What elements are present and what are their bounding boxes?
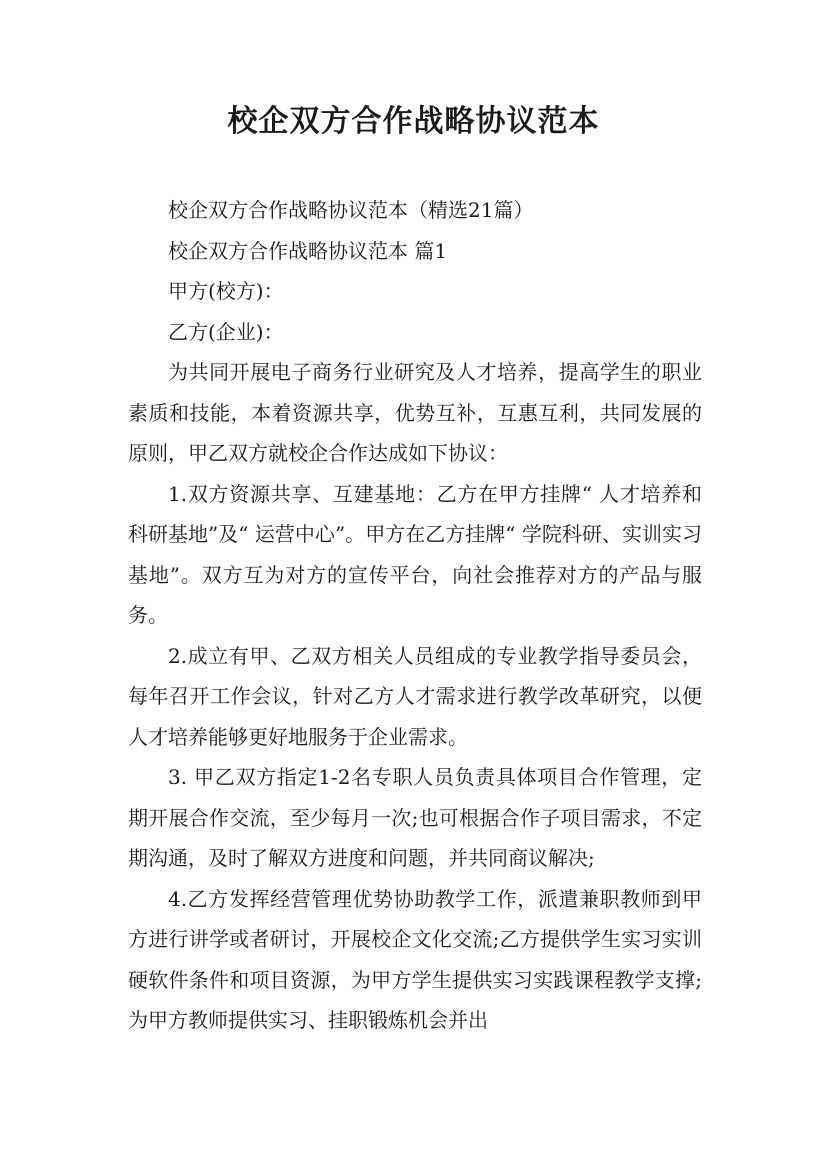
paragraph-preamble: 为共同开展电子商务行业研究及人才培养，提高学生的职业素质和技能，本着资源共享，优势互补，互惠互利，共同发展的原则，甲乙双方就校企合作达成如下协议： bbox=[128, 360, 702, 465]
paragraph-clause-4: 4.乙方发挥经营管理优势协助教学工作，派遣兼职教师到甲方进行讲学或者研讨，开展校企文化交流;乙方提供学生实习实训硬软件条件和项目资源，为甲方学生提供实习实践课程教学支撑;为甲方教师提供实习、挂职锻炼机会并出 bbox=[128, 886, 702, 1032]
document-body bbox=[128, 190, 702, 1041]
paragraph-clause-3: 3. 甲乙双方指定1-2名专职人员负责具体项目合作管理，定期开展合作交流，至少每月一次;也可根据合作子项目需求，不定期沟通，及时了解双方进度和问题，并共同商议解决; bbox=[128, 765, 702, 870]
paragraph-clause-1: 1.双方资源共享、互建基地：乙方在甲方挂牌“ 人才培养和科研基地”及“ 运营中心”。甲方在乙方挂牌“ 学院科研、实训实习基地”。双方互为对方的宣传平台，向社会推荐对方的产品与服务。 bbox=[128, 481, 702, 627]
document-title: 校企双方合作战略协议范本 bbox=[227, 104, 600, 139]
paragraph-subtitle: 校企双方合作战略协议范本（精选21篇） bbox=[168, 198, 534, 222]
paragraph-clause-2: 2.成立有甲、乙双方相关人员组成的专业教学指导委员会，每年召开工作会议，针对乙方人才需求进行教学改革研究，以便人才培养能够更好地服务于企业需求。 bbox=[128, 643, 702, 749]
paragraph-section-heading: 校企双方合作战略协议范本 篇1 bbox=[168, 238, 448, 263]
paragraph-party-b: 乙方(企业)： bbox=[168, 319, 284, 344]
paragraph-party-a: 甲方(校方)： bbox=[168, 279, 284, 303]
